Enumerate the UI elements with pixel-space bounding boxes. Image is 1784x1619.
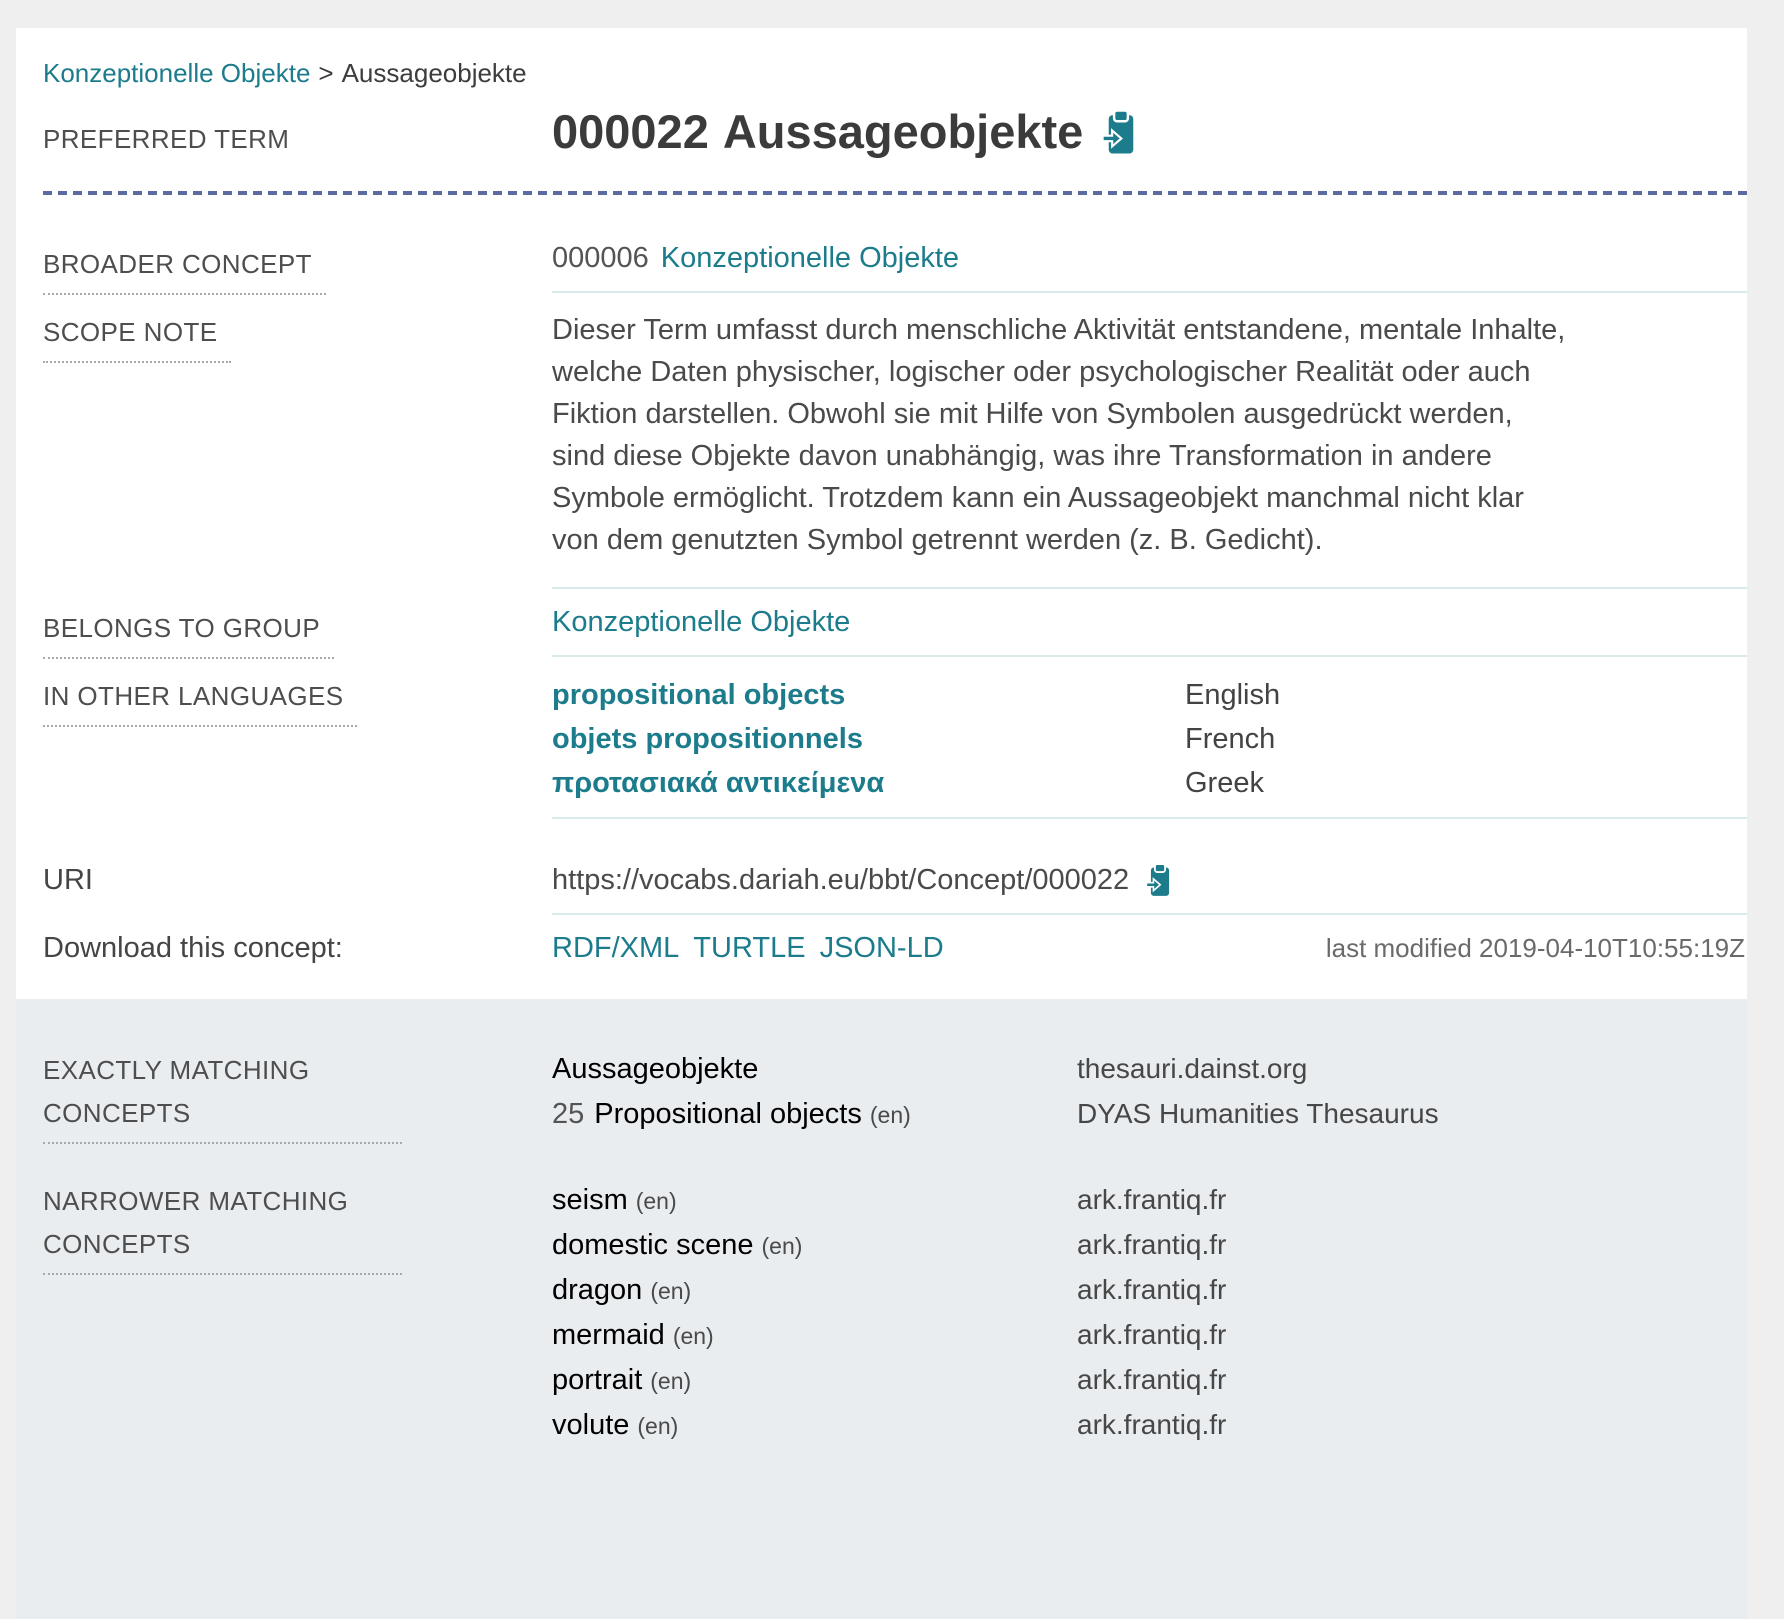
copy-to-clipboard-icon[interactable] xyxy=(1101,109,1141,155)
broader-concept-label: BROADER CONCEPT xyxy=(43,241,552,295)
language-row xyxy=(552,673,1747,717)
breadcrumb xyxy=(43,58,1747,89)
language-name: Greek xyxy=(1185,767,1264,799)
page-title xyxy=(552,105,1083,159)
match-source: thesauri.dainst.org xyxy=(1077,1053,1308,1084)
broader-notation: 000006 xyxy=(552,242,649,274)
match-row xyxy=(552,1223,1747,1268)
match-language-tag: (en) xyxy=(637,1413,679,1439)
match-row xyxy=(552,1313,1747,1358)
group-link[interactable]: Konzeptionelle Objekte xyxy=(552,606,851,638)
match-source: ark.frantiq.fr xyxy=(1077,1319,1227,1350)
download-label: Download this concept: xyxy=(43,932,343,964)
belongs-to-group-label: BELONGS TO GROUP xyxy=(43,605,552,659)
concept-notation: 000022 xyxy=(552,105,709,158)
match-source: ark.frantiq.fr xyxy=(1077,1364,1227,1395)
broader-concept-value xyxy=(552,241,1747,293)
other-languages-value xyxy=(552,673,1747,819)
broader-concept-link[interactable]: Konzeptionelle Objekte xyxy=(660,242,960,274)
narrower-match-link[interactable]: volute xyxy=(552,1409,630,1441)
match-row xyxy=(552,1403,1747,1448)
narrower-match-link[interactable]: dragon xyxy=(552,1274,643,1306)
download-jsonld-link[interactable]: JSON-LD xyxy=(819,932,944,964)
narrower-match-link[interactable]: seism xyxy=(552,1184,628,1216)
copy-uri-to-clipboard-icon[interactable] xyxy=(1145,863,1175,897)
match-notation: 25 xyxy=(552,1098,585,1130)
matching-concepts-section xyxy=(16,999,1747,1619)
in-other-languages-label: IN OTHER LANGUAGES xyxy=(43,673,552,727)
match-source: ark.frantiq.fr xyxy=(1077,1184,1227,1215)
match-row xyxy=(552,1047,1747,1092)
narrower-match-link[interactable]: domestic scene xyxy=(552,1229,754,1261)
uri-value-row xyxy=(552,863,1747,915)
scope-note-text: Dieser Term umfasst durch menschliche Aktivität entstandene, mentale Inhalte, welche Daten physischer, logischer oder psychologischer Realität oder auch Fiktion darstellen. Obwohl sie mit Hilfe von Symbolen ausgedrückt werden, sind diese Objekte davon unabhängig, was ihre Transformation in andere Symbole ermöglicht. Trotzdem kann ein Aussageobjekt manchmal nicht klar von dem genutzten Symbol getrennt werden (z. B. Gedicht). xyxy=(552,314,1566,556)
download-turtle-link[interactable]: TURTLE xyxy=(693,932,806,964)
narrower-match-link[interactable]: mermaid xyxy=(552,1319,665,1351)
breadcrumb-parent-link[interactable]: Konzeptionelle Objekte xyxy=(43,58,311,88)
download-rdfxml-link[interactable]: RDF/XML xyxy=(552,932,680,964)
match-source: ark.frantiq.fr xyxy=(1077,1274,1227,1305)
scope-note-value xyxy=(552,309,1747,589)
match-source: ark.frantiq.fr xyxy=(1077,1229,1227,1260)
match-row xyxy=(552,1092,1747,1137)
breadcrumb-separator: > xyxy=(318,58,334,88)
concept-preferred-term: Aussageobjekte xyxy=(722,105,1084,158)
match-row xyxy=(552,1358,1747,1403)
foreign-term-link[interactable]: προτασιακά αντικείμενα xyxy=(552,767,885,799)
exact-match-link[interactable]: Aussageobjekte xyxy=(552,1053,759,1085)
match-row xyxy=(552,1178,1747,1223)
exact-matches-list xyxy=(552,1047,1747,1137)
uri-label: URI xyxy=(43,864,93,896)
belongs-to-group-value xyxy=(552,605,1747,657)
match-source: ark.frantiq.fr xyxy=(1077,1409,1227,1440)
language-row xyxy=(552,717,1747,761)
uri-value: https://vocabs.dariah.eu/bbt/Concept/000022 xyxy=(552,864,1130,896)
concept-card xyxy=(16,28,1747,1619)
narrower-matching-concepts-label: NARROWER MATCHING CONCEPTS xyxy=(43,1178,552,1275)
download-value-row xyxy=(552,931,1747,983)
exactly-matching-concepts-label: EXACTLY MATCHING CONCEPTS xyxy=(43,1047,552,1144)
narrower-matches-list xyxy=(552,1178,1747,1448)
language-name: English xyxy=(1185,679,1281,711)
scope-note-label: SCOPE NOTE xyxy=(43,309,552,363)
match-language-tag: (en) xyxy=(672,1323,714,1349)
match-language-tag: (en) xyxy=(869,1102,911,1128)
concept-main-section xyxy=(16,28,1747,999)
match-language-tag: (en) xyxy=(761,1233,803,1259)
match-language-tag: (en) xyxy=(650,1368,692,1394)
match-language-tag: (en) xyxy=(650,1278,692,1304)
foreign-term-link[interactable]: objets propositionnels xyxy=(552,723,863,755)
foreign-term-link[interactable]: propositional objects xyxy=(552,679,846,711)
narrower-match-link[interactable]: portrait xyxy=(552,1364,643,1396)
language-row xyxy=(552,761,1747,805)
last-modified-text: last modified 2019-04-10T10:55:19Z xyxy=(1325,933,1745,963)
match-source: DYAS Humanities Thesaurus xyxy=(1077,1098,1439,1129)
preferred-term-label: PREFERRED TERM xyxy=(43,124,290,154)
dashed-divider xyxy=(43,191,1747,195)
breadcrumb-current: Aussageobjekte xyxy=(341,58,527,88)
match-row xyxy=(552,1268,1747,1313)
language-name: French xyxy=(1185,723,1276,755)
match-language-tag: (en) xyxy=(635,1188,677,1214)
exact-match-link[interactable]: Propositional objects xyxy=(594,1098,862,1130)
